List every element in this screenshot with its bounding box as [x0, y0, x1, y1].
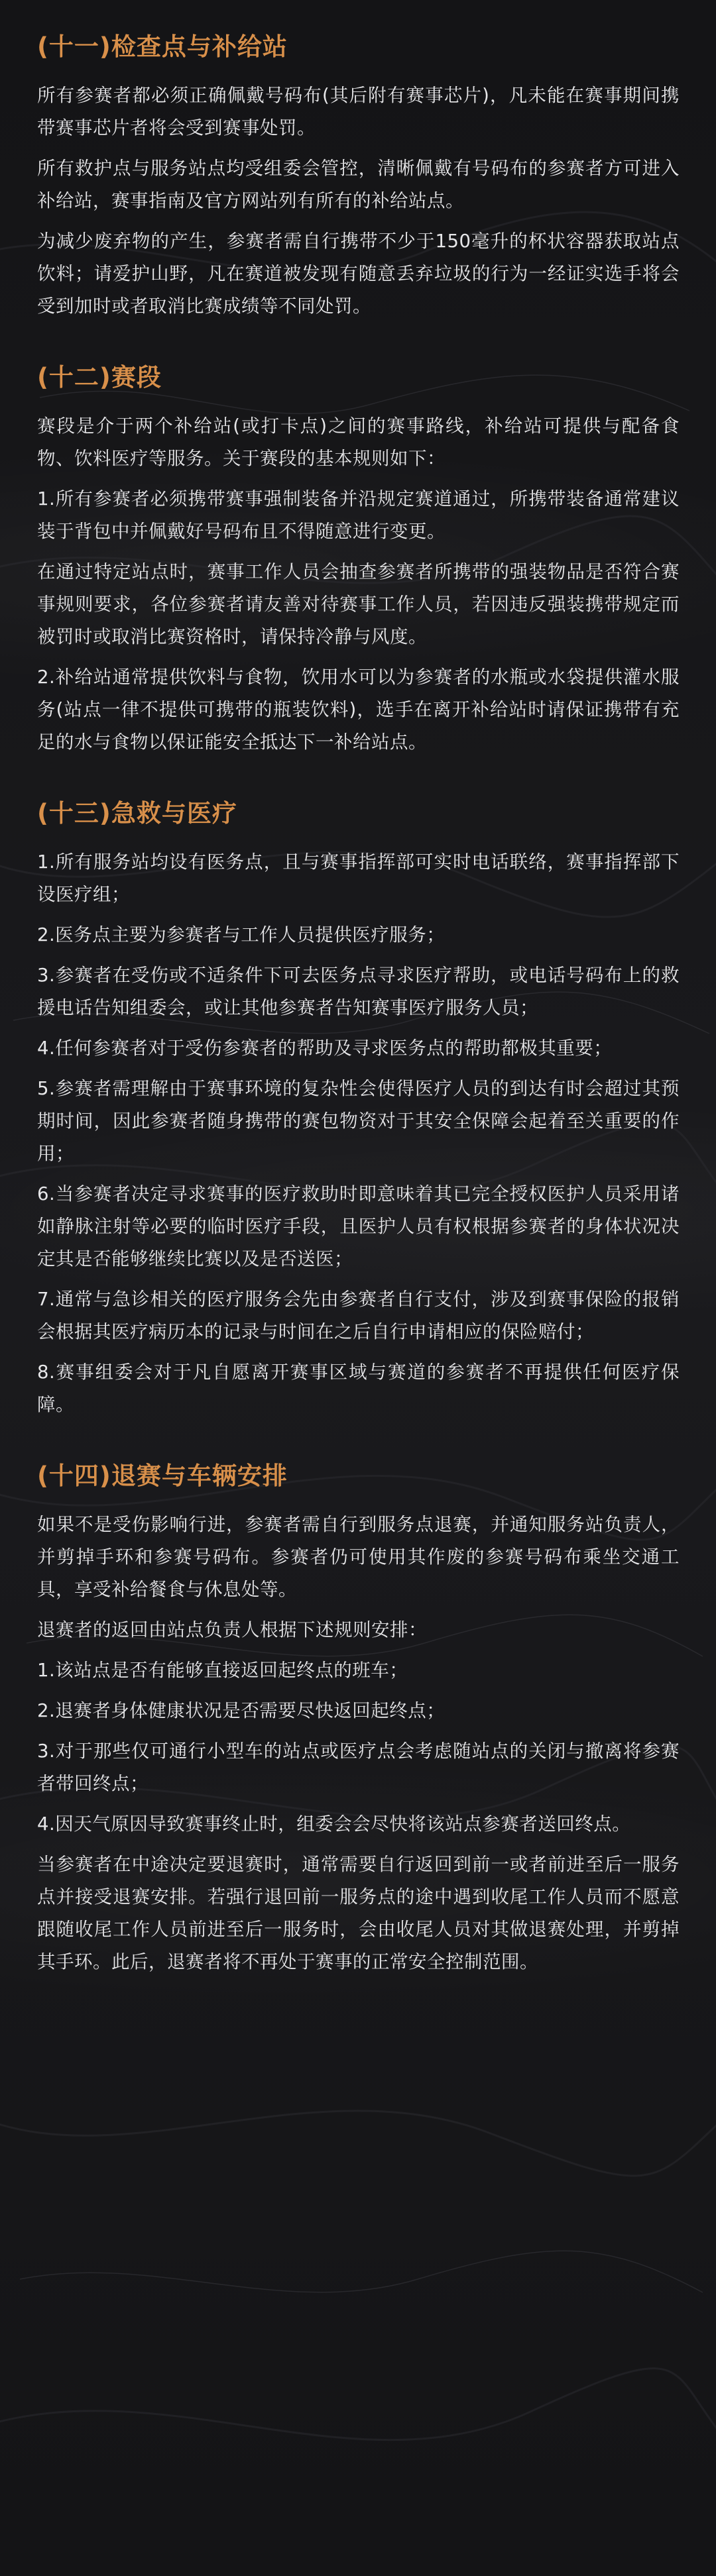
- paragraph: 3.对于那些仅可通行小型车的站点或医疗点会考虑随站点的关闭与撤离将参赛者带回终点；: [37, 1741, 680, 1794]
- paragraph: 在通过特定站点时，赛事工作人员会抽查参赛者所携带的强装物品是否符合赛事规则要求，各位参赛者请友善对待赛事工作人员，若因违反强装携带规定而被罚时或取消比赛资格时，请保持冷静与风度。: [37, 561, 680, 647]
- section-first-aid-medical: [37, 798, 680, 1421]
- paragraph: 2.医务点主要为参赛者与工作人员提供医疗服务；: [37, 924, 446, 945]
- paragraph: 当参赛者在中途决定要退赛时，通常需要自行返回到前一或者前进至后一服务点并接受退赛安排。若强行退回前一服务点的途中遇到收尾工作人员而不愿意跟随收尾工作人员前进至后一服务时，会由收尾人员对其做退赛处理，并剪掉其手环。此后，退赛者将不再处于赛事的正常安全控制范围。: [37, 1854, 680, 1972]
- paragraph: 为减少废弃物的产生，参赛者需自行携带不少于150毫升的杯状容器获取站点饮料；请爱护山野，凡在赛道被发现有随意丢弃垃圾的行为一经证实选手将会受到加时或者取消比赛成绩等不同处罚。: [37, 231, 680, 317]
- paragraph: 1.所有服务站均设有医务点，且与赛事指挥部可实时电话联络，赛事指挥部下设医疗组；: [37, 851, 680, 905]
- paragraph: 所有参赛者都必须正确佩戴号码布(其后附有赛事芯片)，凡未能在赛事期间携带赛事芯片者将会受到赛事处罚。: [37, 85, 680, 138]
- paragraph: 赛段是介于两个补给站(或打卡点)之间的赛事路线，补给站可提供与配备食物、饮料医疗等服务。关于赛段的基本规则如下：: [37, 415, 680, 469]
- paragraph: 4.任何参赛者对于受伤参赛者的帮助及寻求医务点的帮助都极其重要；: [37, 1038, 613, 1059]
- paragraph: 1.所有参赛者必须携带赛事强制装备并沿规定赛道通过，所携带装备通常建议装于背包中并佩戴好号码布且不得随意进行变更。: [37, 488, 680, 542]
- paragraph: 4.因天气原因导致赛事终止时，组委会会尽快将该站点参赛者送回终点。: [37, 1813, 631, 1835]
- paragraph: 2.退赛者身体健康状况是否需要尽快返回起终点；: [37, 1700, 446, 1721]
- paragraph: 所有救护点与服务站点均受组委会管控，清晰佩戴有号码布的参赛者方可进入补给站，赛事指南及官方网站列有所有的补给站点。: [37, 158, 680, 211]
- section-checkpoints-supply: [37, 32, 680, 323]
- paragraph: 2.补给站通常提供饮料与食物，饮用水可以为参赛者的水瓶或水袋提供灌水服务(站点一律不提供可携带的瓶装饮料)，选手在离开补给站时请保证携带有充足的水与食物以保证能安全抵达下一补给站点。: [37, 667, 680, 753]
- section-title: (十三)急救与医疗: [37, 799, 237, 828]
- paragraph: 7.通常与急诊相关的医疗服务会先由参赛者自行支付，涉及到赛事保险的报销会根据其医疗病历本的记录与时间在之后自行申请相应的保险赔付；: [37, 1289, 680, 1342]
- paragraph: 如果不是受伤影响行进，参赛者需自行到服务点退赛，并通知服务站负责人，并剪掉手环和参赛号码布。参赛者仍可使用其作废的参赛号码布乘坐交通工具，享受补给餐食与休息处等。: [37, 1514, 680, 1600]
- section-stages: [37, 362, 680, 759]
- paragraph: 3.参赛者在受伤或不适条件下可去医务点寻求医疗帮助，或电话号码布上的救援电话告知组委会，或让其他参赛者告知赛事医疗服务人员；: [37, 965, 680, 1018]
- paragraph: 8.赛事组委会对于凡自愿离开赛事区域与赛道的参赛者不再提供任何医疗保障。: [37, 1362, 680, 1415]
- paragraph: 1.该站点是否有能够直接返回起终点的班车；: [37, 1660, 408, 1681]
- section-title: (十二)赛段: [37, 363, 162, 392]
- paragraph: 退赛者的返回由站点负责人根据下述规则安排：: [37, 1619, 427, 1640]
- section-title: (十四)退赛与车辆安排: [37, 1462, 288, 1490]
- section-withdrawal-vehicles: [37, 1461, 680, 1978]
- paragraph: 5.参赛者需理解由于赛事环境的复杂性会使得医疗人员的到达有时会超过其预期时间，因此参赛者随身携带的赛包物资对于其安全保障会起着至关重要的作用；: [37, 1078, 680, 1164]
- section-title: (十一)检查点与补给站: [37, 32, 288, 61]
- paragraph: 6.当参赛者决定寻求赛事的医疗救助时即意味着其已完全授权医护人员采用诸如静脉注射等必要的临时医疗手段，且医护人员有权根据参赛者的身体状况决定其是否能够继续比赛以及是否送医；: [37, 1183, 680, 1269]
